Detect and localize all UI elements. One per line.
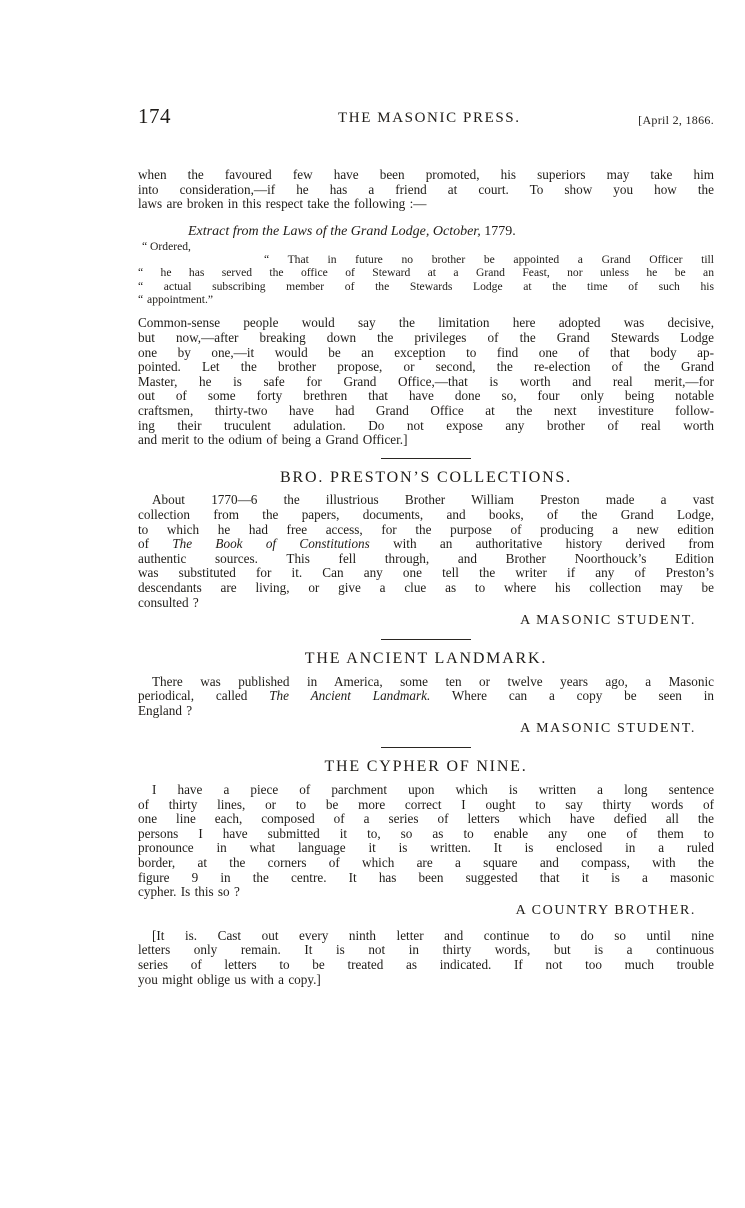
text-line: There was published in America, some ten or twelve years ago, a Masonic: [152, 673, 714, 689]
text-fragment: periodical, called: [138, 688, 248, 704]
article-content: [138, 168, 714, 987]
text-line: [It is. Cast out every ninth letter and continue to do so until nine: [152, 927, 714, 943]
text-fragment: Where can a copy be seen in: [451, 688, 714, 704]
signature: A MASONIC STUDENT.: [520, 613, 696, 629]
signature: A MASONIC STUDENT.: [520, 721, 696, 737]
text-line: one line each, composed of a series of letters which have defied all the: [138, 811, 714, 827]
text-line: persons I have submitted it to, so as to enable any one of them to: [138, 825, 714, 841]
text-line: consulted ?: [138, 594, 199, 610]
text-line: collection from the papers, documents, and books, of the Grand Lodge,: [138, 506, 714, 522]
text-line: letters only remain. It is not in thirty words, but is a continuous: [138, 942, 714, 958]
commentary-paragraph: [138, 316, 714, 447]
cypher-paragraph: [138, 783, 714, 900]
text-line: Master, he is safe for Grand Office,—that is worth and real merit,—for: [138, 373, 714, 389]
text-line: one by one,—it would be an exception to find one of that body ap-: [138, 344, 714, 360]
preston-paragraph: [138, 493, 714, 610]
text-line: authentic sources. This fell through, and Brother Noorthouck’s Edition: [138, 550, 714, 566]
text-line: descendants are living, or give a clue as to where his collection may be: [138, 579, 714, 595]
page-header: [138, 104, 714, 134]
section-title-landmark: THE ANCIENT LANDMARK.: [304, 650, 548, 668]
text-line: figure 9 in the centre. It has been suggested that it is a masonic: [138, 869, 714, 885]
intro-paragraph: [138, 168, 714, 212]
landmark-paragraph: [138, 675, 714, 719]
section-title-cypher: THE CYPHER OF NINE.: [324, 758, 528, 776]
page-number: 174: [138, 104, 171, 128]
section-divider: [381, 458, 471, 459]
section-divider: [381, 747, 471, 748]
text-line: to which he had free access, for the purpose of producing a new edition: [138, 521, 714, 537]
text-line: when the favoured few have been promoted, his superiors may take him: [138, 167, 714, 182]
text-line: out of some forty brethren that have done so, four only being notable: [138, 388, 714, 404]
text-line: series of letters to be treated as indicated. If not too much trouble: [138, 957, 714, 972]
text-line: and merit to the odium of being a Grand Officer.]: [138, 432, 408, 448]
text-line: into consideration,—if he has a friend at court. To show you how the: [138, 181, 714, 197]
book-title: The Book of Constitutions: [172, 536, 370, 552]
text-line: England ?: [138, 702, 193, 718]
extract-heading: [188, 224, 714, 240]
text-line: but now,—after breaking down the privileges of the Grand Stewards Lodge: [138, 330, 714, 345]
text-line: Common-sense people would say the limitation here adopted was decisive,: [138, 315, 714, 331]
text-fragment: with an authoritative history derived from: [393, 536, 715, 552]
text-line: About 1770—6 the illustrious Brother William Preston made a vast: [152, 492, 714, 508]
quote-line: “ he has served the office of Steward at a Grand Feast, nor unless he be an: [138, 266, 714, 280]
quote-line: “ actual subscribing member of the Stewards Lodge at the time of such his: [138, 279, 714, 293]
quoted-law: [138, 253, 714, 307]
text-line: I have a piece of parchment upon which is written a long sentence: [152, 782, 714, 798]
text-fragment: of: [138, 536, 149, 552]
signature: A COUNTRY BROTHER.: [515, 902, 696, 918]
text-line: [138, 689, 714, 704]
text-line: pronounce in what language it is written. It is enclosed in a ruled: [138, 840, 714, 856]
ordered-line: “ Ordered,: [142, 239, 191, 253]
text-line: cypher. Is this so ?: [138, 884, 240, 900]
periodical-title: The Ancient Landmark.: [269, 688, 431, 704]
text-line: border, at the corners of which are a square and compass, with the: [138, 855, 714, 871]
text-line: you might oblige us with a copy.]: [138, 971, 321, 987]
text-line: ing their truculent adulation. Do not expose any brother of real worth: [138, 417, 714, 433]
text-line: craftsmen, thirty-two have had Grand Office at the next investiture follow-: [138, 402, 714, 418]
text-line: [138, 537, 714, 552]
issue-date: [April 2, 1866.: [638, 113, 714, 127]
quote-line: “ That in future no brother be appointed a Grand Officer till: [264, 252, 714, 266]
extract-heading-text: Extract from the Laws of the Grand Lodge, October,: [188, 223, 481, 239]
extract-year: 1779.: [484, 223, 516, 239]
section-title-preston: BRO. PRESTON’S COLLECTIONS.: [280, 468, 572, 486]
text-line: laws are broken in this respect take the following :—: [138, 196, 427, 212]
text-line: of thirty lines, or to be more correct I ought to say thirty words of: [138, 796, 714, 812]
running-title: THE MASONIC PRESS.: [338, 110, 521, 126]
section-divider: [381, 639, 471, 640]
text-line: pointed. Let the brother propose, or second, the re-election of the Grand: [138, 359, 714, 375]
text-line: was substituted for it. Can any one tell the writer if any of Preston’s: [138, 565, 714, 581]
quote-line: “ appointment.”: [138, 293, 214, 306]
editor-reply: [138, 929, 714, 987]
